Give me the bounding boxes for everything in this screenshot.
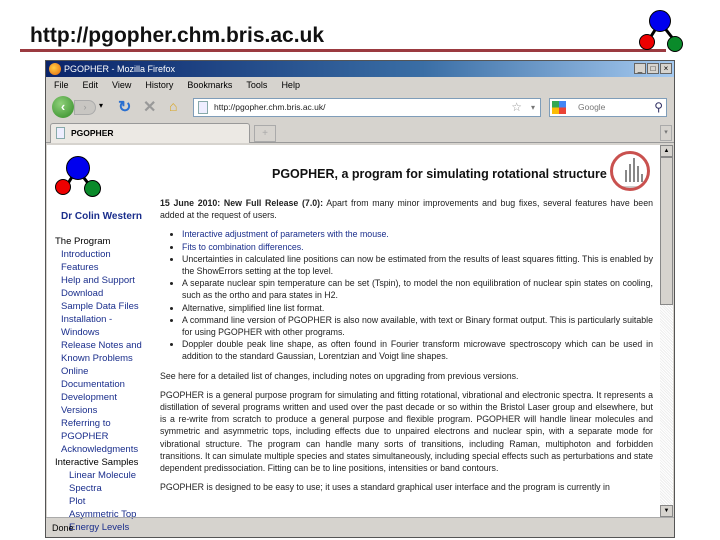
- feature-item: [182, 241, 653, 253]
- scroll-thumb[interactable]: [660, 157, 673, 305]
- url-bar[interactable]: [193, 98, 541, 117]
- sidebar-item-release-notes[interactable]: Release Notes and Known Problems: [61, 340, 142, 364]
- feature-item: • Doppler double peak line shape, as often found in Fourier transform microwave spectroscopy which can be used in addition to the standard Gaussian, Lorentzian and Voigt line shapes.: [182, 338, 653, 362]
- sidebar-nav: [55, 235, 155, 534]
- slide-title: http://pgopher.chm.bris.ac.uk: [30, 24, 325, 47]
- release-date: 15 June 2010: New Full Release (7.0):: [160, 198, 324, 208]
- navigation-toolbar: [46, 94, 674, 121]
- menu-tools[interactable]: Tools: [246, 80, 268, 90]
- feature-item: • Uncertainties in calculated line positions can now be estimated from the results of least squares fitting. This is enabled by the ShowErrors setting at the top level.: [182, 253, 653, 277]
- menu-help[interactable]: Help: [281, 80, 300, 90]
- feature-item: • A command line version of PGOPHER is also now available, with text or Binary format output. This is particularly suitable for using PGOPHER with other programs.: [182, 314, 653, 338]
- menu-bar: [46, 77, 674, 94]
- tab-bar: [46, 121, 674, 143]
- page-icon: [56, 127, 65, 139]
- sidebar-item-features[interactable]: Features: [61, 262, 99, 273]
- menu-file[interactable]: File: [54, 80, 69, 90]
- tab-pgopher[interactable]: [50, 123, 250, 143]
- page-icon: [198, 101, 208, 114]
- browser-window: [45, 60, 675, 538]
- bristol-spectrum-logo-icon: [610, 151, 650, 191]
- tab-list-button[interactable]: ▾: [660, 125, 672, 141]
- author-link[interactable]: Dr Colin Western: [61, 211, 142, 222]
- sidebar-item-linear-molecule[interactable]: Linear Molecule Spectra: [69, 470, 137, 494]
- search-icon[interactable]: ⚲: [654, 100, 663, 114]
- url-dropdown-icon[interactable]: ▾: [530, 103, 535, 112]
- scroll-up-icon[interactable]: ▲: [660, 145, 673, 157]
- home-icon[interactable]: ⌂: [169, 98, 178, 114]
- sidebar-item-introduction[interactable]: Introduction: [61, 249, 111, 260]
- search-box[interactable]: [549, 98, 667, 117]
- bookmark-star-icon[interactable]: ☆: [511, 100, 522, 114]
- release-text: Apart from many minor improvements and bug fixes, several features have been added at the request of users.: [160, 198, 653, 221]
- sidebar-item-download[interactable]: Download: [61, 288, 104, 299]
- page-title: PGOPHER, a program for simulating rotational structure: [272, 167, 607, 181]
- sidebar-item-installation[interactable]: Installation - Windows: [61, 314, 113, 338]
- google-icon[interactable]: [552, 101, 566, 114]
- usability-paragraph: PGOPHER is designed to be easy to use; it uses a standard graphical user interface and the program is currently in: [160, 482, 610, 493]
- close-button[interactable]: ×: [660, 63, 672, 74]
- scroll-down-icon[interactable]: ▼: [660, 505, 673, 517]
- main-text: [160, 197, 653, 500]
- sidebar-item-help[interactable]: Help and Support: [61, 275, 135, 286]
- new-tab-button[interactable]: +: [254, 125, 276, 142]
- menu-edit[interactable]: Edit: [82, 80, 99, 90]
- window-title: PGOPHER - Mozilla Firefox: [64, 64, 176, 74]
- sidebar-heading-program[interactable]: The Program: [55, 236, 111, 247]
- url-text[interactable]: http://pgopher.chm.bris.ac.uk/: [214, 102, 326, 112]
- sidebar-item-asymmetric-top[interactable]: Plot Asymmetric Top Energy Levels: [69, 496, 137, 533]
- sidebar-item-referring[interactable]: Referring to PGOPHER: [61, 418, 111, 442]
- stop-icon[interactable]: ✕: [143, 99, 157, 116]
- sidebar-item-sample-data[interactable]: Sample Data Files: [61, 301, 139, 312]
- status-text: Done: [52, 523, 74, 533]
- history-dropdown-icon[interactable]: ▾: [99, 101, 104, 110]
- intro-paragraph: PGOPHER is a general purpose program for simulating and fitting rotational, vibrational and electronic spectra. It represents a distillation of several programs written and used over the past decade or so within the Bristol Laser group and elsewhere, but is a re-write from scratch to produce a general purpose and flexible program. PGOPHER will handle linear molecules and symmetric and asymmetric tops, including effects due to unpaired electrons and nuclear spin, with a separate mode for vibrational structure. The program can handle many sorts of transitions, including Raman, multiphoton and forbidden transitions. It can simulate multiple species and states simultaneously, including special effects such as perturbations and state dependent predissociation. Fitting can be to line positions, intensities or band contours.: [160, 389, 653, 474]
- feature-item: [182, 228, 653, 240]
- menu-bookmarks[interactable]: Bookmarks: [187, 80, 233, 90]
- tab-label: PGOPHER: [71, 128, 114, 138]
- menu-history[interactable]: History: [145, 80, 174, 90]
- firefox-icon: [49, 63, 61, 75]
- vertical-scrollbar[interactable]: [660, 145, 673, 517]
- search-input[interactable]: Google: [578, 102, 606, 112]
- sidebar-heading-samples[interactable]: Interactive Samples: [55, 457, 139, 468]
- reload-icon[interactable]: ↻: [118, 99, 132, 116]
- status-bar: [46, 517, 674, 537]
- sidebar-item-acknowledgments[interactable]: Acknowledgments: [61, 444, 139, 455]
- feature-link[interactable]: Fits to combination differences.: [182, 241, 304, 252]
- feature-item: • Alternative, simplified line list format.: [182, 302, 653, 314]
- feature-list: [182, 228, 653, 362]
- maximize-button[interactable]: □: [647, 63, 659, 74]
- feature-item: • A separate nuclear spin temperature can be set (Tspin), to model the non equilibration of nuclear spin states on cooling, such as the ortho and para states in H2.: [182, 277, 653, 301]
- sidebar-item-development[interactable]: Development Versions: [61, 392, 117, 416]
- pgopher-logo-icon: [638, 8, 688, 52]
- feature-link[interactable]: Interactive adjustment of parameters with the mouse.: [182, 229, 389, 240]
- changes-link-text[interactable]: See here for a detailed list of changes, including notes on upgrading from previous versions.: [160, 370, 519, 381]
- minimize-button[interactable]: _: [634, 63, 646, 74]
- title-rule: [20, 49, 666, 52]
- window-titlebar: [46, 61, 674, 77]
- back-button[interactable]: ‹: [52, 96, 74, 118]
- pgopher-logo-icon: [55, 155, 105, 199]
- sidebar-item-documentation[interactable]: Online Documentation: [61, 366, 125, 390]
- menu-view[interactable]: View: [112, 80, 132, 90]
- forward-button[interactable]: ›: [74, 100, 96, 115]
